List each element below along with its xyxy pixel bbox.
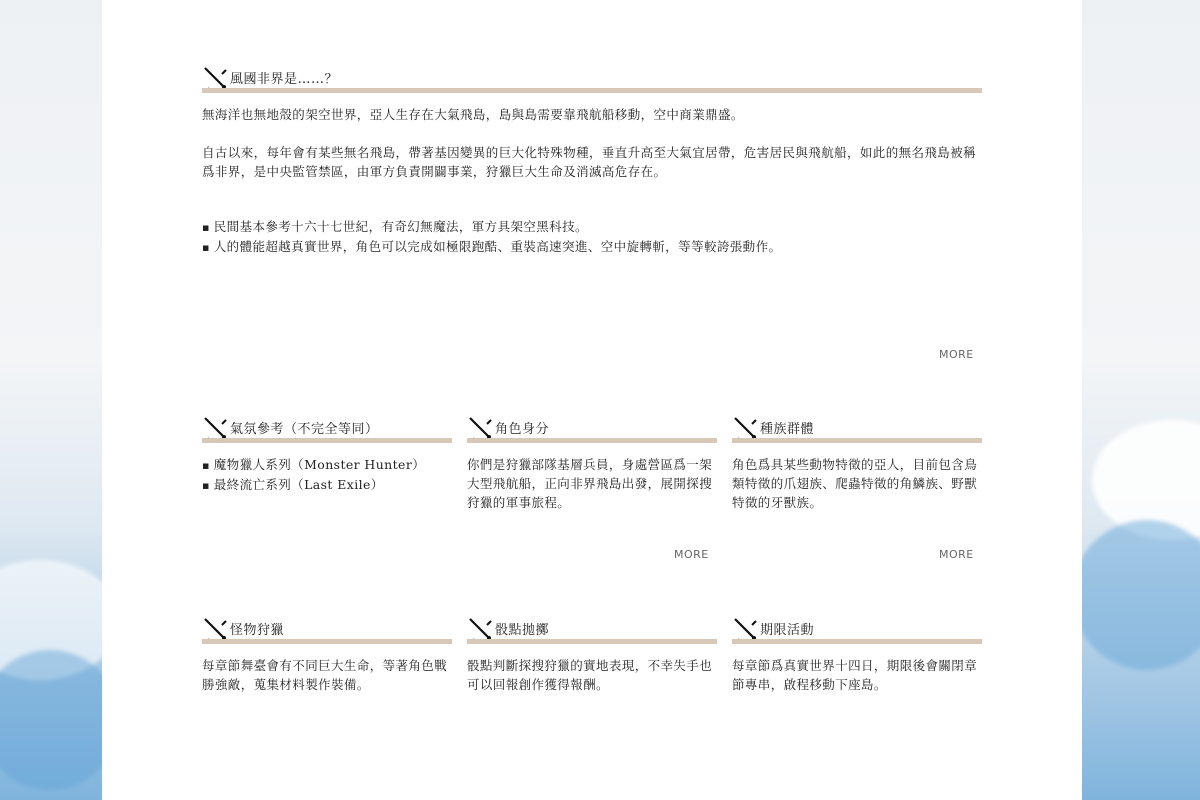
- list-item: ▪ 民間基本參考十六十七世紀，有奇幻無魔法，軍方具架空黑科技。: [202, 217, 982, 237]
- card-races: [732, 418, 982, 512]
- card-text: 每章節爲真實世界十四日，期限後會關閉章節專串，啟程移動下座島。: [732, 658, 978, 692]
- section-divider: [202, 88, 982, 93]
- card-header: [467, 418, 717, 440]
- card-timed-events: [732, 619, 982, 694]
- sky-background-right: [1082, 0, 1200, 800]
- card-title: 氣氛參考（不完全等同）: [230, 422, 379, 437]
- card-atmosphere: [202, 418, 452, 495]
- list-item: ▪ 人的體能超越真實世界，角色可以完成如極限跑酷、重裝高速突進、空中旋轉斬，等等較誇張動作。: [202, 237, 982, 257]
- intro-more-link[interactable]: MORE: [939, 348, 974, 361]
- section-title: 風國非界是……？: [230, 72, 339, 87]
- section-divider: [202, 639, 452, 644]
- intro-section: [202, 68, 982, 257]
- section-divider: [467, 639, 717, 644]
- card-text: 你們是狩獵部隊基層兵員，身處營區爲一架大型飛航船，正向非界飛島出發，展開探搜狩獵的軍事旅程。: [467, 457, 713, 510]
- card-dice-rolling: [467, 619, 717, 694]
- card-text: 每章節舞臺會有不同巨大生命，等著角色戰勝強敵，蒐集材料製作裝備。: [202, 658, 448, 692]
- content-panel: [102, 0, 1082, 800]
- card-header: [202, 619, 452, 641]
- card-text: 骰點判斷探搜狩獵的實地表現，不幸失手也可以回報創作獲得報酬。: [467, 658, 713, 692]
- role-more-link[interactable]: MORE: [674, 548, 709, 561]
- sky-background-left: [0, 0, 102, 800]
- card-title: 怪物狩獵: [230, 623, 285, 638]
- card-monster-hunting: [202, 619, 452, 694]
- section-divider: [202, 438, 452, 443]
- card-header: [732, 418, 982, 440]
- card-text: 角色爲具某些動物特徵的亞人，目前包含鳥類特徵的爪翅族、爬蟲特徵的角鱗族、野獸特徵的牙獸族。: [732, 457, 978, 510]
- card-header: [732, 619, 982, 641]
- section-divider: [467, 438, 717, 443]
- card-title: 期限活動: [760, 623, 815, 638]
- list-item: ▪ 魔物獵人系列（Monster Hunter）: [202, 455, 452, 475]
- section-divider: [732, 438, 982, 443]
- intro-bullet-list: [202, 217, 982, 257]
- intro-header: [202, 68, 982, 90]
- card-role-identity: [467, 418, 717, 512]
- card-header: [202, 418, 452, 440]
- section-divider: [732, 639, 982, 644]
- card-title: 種族群體: [760, 422, 815, 437]
- card-header: [467, 619, 717, 641]
- card-title: 骰點拋擲: [495, 623, 550, 638]
- intro-paragraph-1: 無海洋也無地殼的架空世界，亞人生存在大氣飛島，島與島需要靠飛航船移動，空中商業鼎盛。: [202, 107, 744, 122]
- card-bullet-list: [202, 455, 452, 495]
- intro-paragraph-2: 自古以來，每年會有某些無名飛島，帶著基因變異的巨大化特殊物種，垂直升高至大氣宜居帶，危害居民與飛航船，如此的無名飛島被稱爲非界，是中央監管禁區，由軍方負責開闢事業，狩獵巨大生命及消滅高危存在。: [202, 145, 977, 179]
- races-more-link[interactable]: MORE: [939, 548, 974, 561]
- list-item: ▪ 最終流亡系列（Last Exile）: [202, 475, 452, 495]
- card-title: 角色身分: [495, 422, 550, 437]
